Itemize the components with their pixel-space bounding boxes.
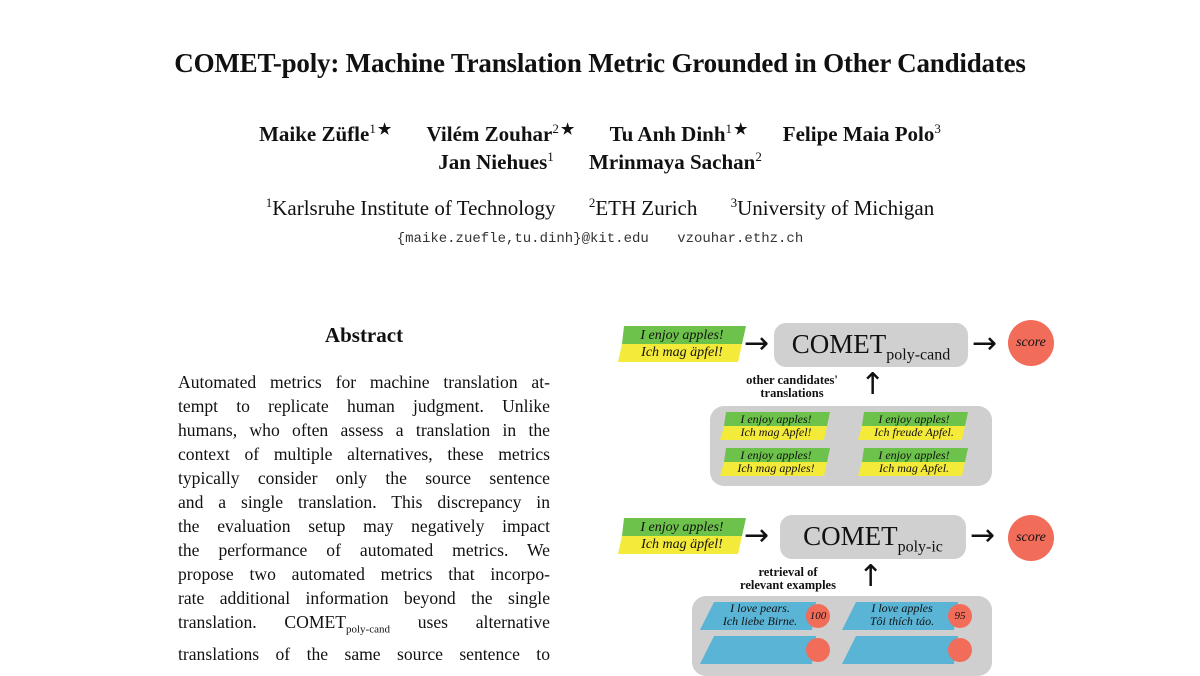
candidate-pair: I enjoy apples! Ich mag Apfel!	[720, 412, 832, 442]
method-diagram	[610, 312, 1080, 648]
abstract-line: humans, who often assess a translation in the	[178, 420, 550, 440]
paper-title: COMET-poly: Machine Translation Metric Grounded in Other Candidates	[174, 48, 1026, 78]
comet-poly-cand-box: $COMET_{poly-cand}$	[774, 323, 968, 367]
email: vzouhar.ethz.ch	[677, 231, 804, 247]
abstract-line: the performance of automated metrics. We	[178, 540, 550, 560]
candidate-pool	[710, 406, 992, 486]
abstract-line: propose two automated metrics that incorpo-	[178, 564, 550, 584]
affiliation: $^1$Karlsruhe Institute of Technology	[265, 195, 556, 220]
example-pool	[692, 596, 992, 676]
comet-poly-ic-box: $COMET_{poly-ic}$	[780, 515, 966, 559]
target-text: Ich mag äpfel!	[641, 537, 723, 552]
affiliation: $^3$University of Michigan	[730, 195, 935, 220]
arrow-up-icon: ↑	[860, 367, 886, 402]
candidate-pair: I enjoy apples! Ich freude Apfel.	[858, 412, 970, 442]
source-text: I enjoy apples!	[640, 520, 724, 535]
target-text: Ich mag äpfel!	[641, 345, 723, 360]
retrieved-example: I love pears. Ich liebe Birne. 100	[700, 600, 830, 632]
example-score-badge: 100	[806, 604, 830, 628]
retrieved-example	[842, 634, 972, 666]
arrow-right-icon: →	[744, 326, 770, 361]
affiliations	[0, 195, 1200, 221]
abstract-line: typically consider only the source sentence	[178, 468, 550, 488]
retrieved-example	[700, 634, 830, 666]
score-circle: score	[1008, 320, 1054, 366]
candidates-label: other candidates' translations	[746, 373, 838, 400]
author: Mrinmaya Sachan$^2$	[589, 149, 762, 174]
example-score-badge	[948, 638, 972, 662]
retrieved-example: I love apples Tôi thích táo. 95	[842, 600, 972, 632]
candidate-pair: I enjoy apples! Ich mag apples!	[720, 448, 832, 478]
author: Maike Züfle$^1$ ★	[259, 121, 392, 146]
arrow-up-icon: ↑	[858, 559, 884, 594]
arrow-right-icon: →	[744, 518, 770, 553]
score-circle: score	[1008, 515, 1054, 561]
abstract-heading: Abstract	[324, 323, 404, 347]
input-pair	[618, 518, 750, 554]
arrow-right-icon: →	[972, 326, 998, 361]
retrieval-label: retrieval of relevant examples	[740, 565, 836, 592]
example-score-badge	[806, 638, 830, 662]
authors-row-2	[0, 149, 1200, 175]
example-score-badge: 95	[948, 604, 972, 628]
abstract-line: translations of the same source sentence to	[178, 643, 550, 664]
email: {maike.zuefle,tu.dinh}@kit.edu	[396, 231, 649, 247]
emails	[0, 231, 1200, 247]
abstract-body	[178, 370, 550, 666]
abstract-line: and a single translation. This discrepancy in	[178, 492, 550, 512]
abstract-line: tempt to replicate human judgment. Unlike	[178, 396, 550, 416]
arrow-right-icon: →	[970, 518, 996, 553]
authors-row-1	[0, 120, 1200, 147]
abstract-line: translation. $COMET_{poly-cand}$ uses alternative	[178, 612, 550, 636]
source-text: I enjoy apples!	[640, 328, 724, 343]
author: Felipe Maia Polo$^3$	[782, 121, 941, 146]
abstract-line: the evaluation setup may negatively impact	[178, 516, 550, 536]
abstract-line: context of multiple alternatives, these metrics	[178, 444, 550, 464]
candidate-pair: I enjoy apples! Ich mag Apfel.	[858, 448, 970, 478]
affiliation: $^2$ETH Zurich	[588, 195, 698, 220]
author: Jan Niehues$^1$	[438, 149, 554, 174]
author: Vilém Zouhar$^2$ ★	[426, 121, 575, 146]
author: Tu Anh Dinh$^1$ ★	[609, 121, 748, 146]
input-pair	[618, 326, 750, 362]
abstract-line: rate additional information beyond the single	[178, 588, 550, 608]
abstract-line: Automated metrics for machine translation at-	[178, 372, 550, 392]
